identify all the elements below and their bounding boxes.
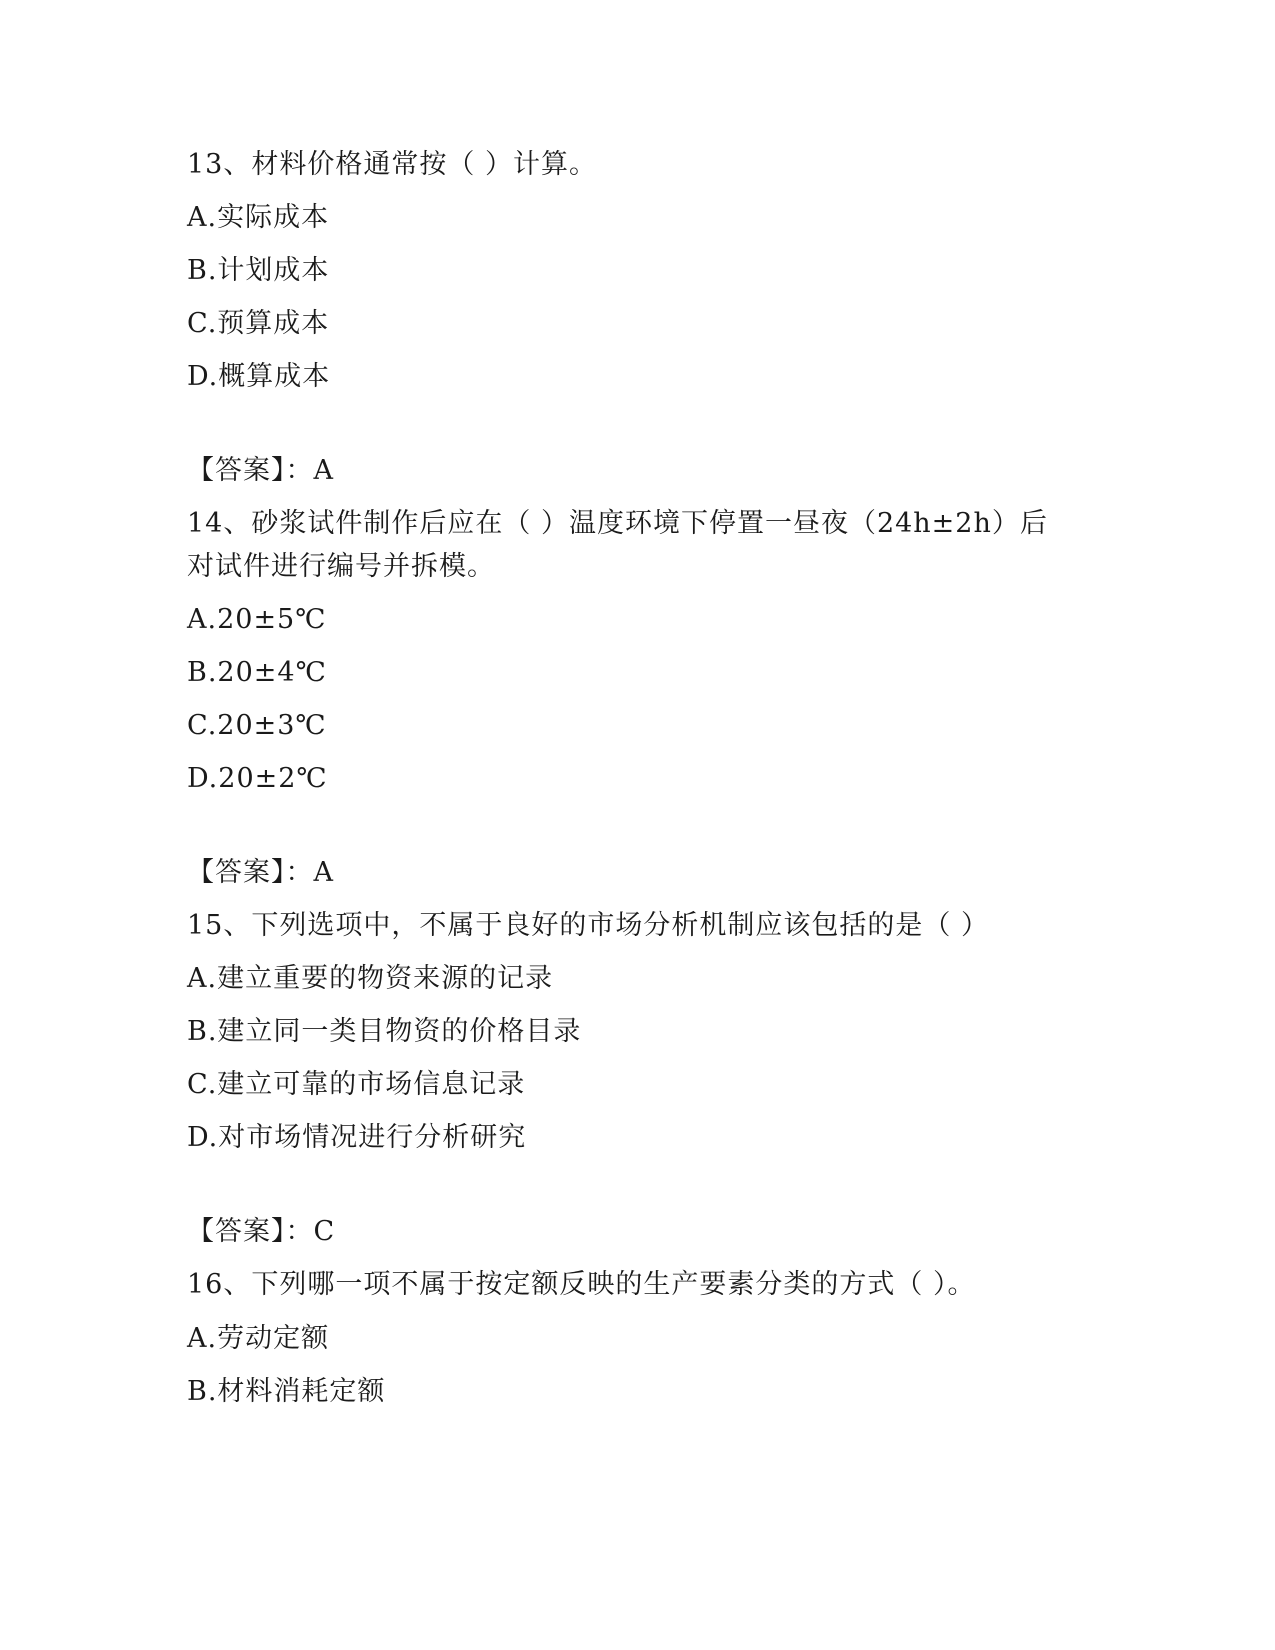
question-15-option-b: B.建立同一类目物资的价格目录 (187, 1016, 582, 1047)
question-15-option-c: C.建立可靠的市场信息记录 (187, 1069, 526, 1100)
question-13-option-c: C.预算成本 (187, 308, 330, 339)
question-13-option-a: A.实际成本 (187, 202, 330, 233)
question-14-option-d: D.20±2℃ (187, 763, 328, 794)
question-13-option-d: D.概算成本 (187, 361, 331, 392)
question-15-option-a: A.建立重要的物资来源的记录 (187, 963, 554, 994)
question-16-stem: 16、下列哪一项不属于按定额反映的生产要素分类的方式（ ）。 (187, 1269, 976, 1300)
question-14-stem-line-2: 对试件进行编号并拆模。 (187, 551, 495, 582)
question-16-option-a: A.劳动定额 (187, 1323, 330, 1354)
question-14-answer: 【答案】：A (187, 857, 334, 888)
question-15-stem: 15、下列选项中，不属于良好的市场分析机制应该包括的是（ ） (187, 910, 989, 941)
question-14-stem-line-1: 14、砂浆试件制作后应在（ ）温度环境下停置一昼夜（24h±2h）后 (187, 508, 1048, 539)
question-16-option-b: B.材料消耗定额 (187, 1376, 386, 1407)
question-15-option-d: D.对市场情况进行分析研究 (187, 1122, 527, 1153)
question-13-answer: 【答案】：A (187, 455, 334, 486)
question-14-option-c: C.20±3℃ (187, 710, 327, 741)
question-14-option-a: A.20±5℃ (187, 604, 327, 635)
question-14-option-b: B.20±4℃ (187, 657, 327, 688)
question-15-answer: 【答案】：C (187, 1216, 336, 1247)
question-13-stem: 13、材料价格通常按（ ）计算。 (187, 149, 597, 180)
question-13-option-b: B.计划成本 (187, 255, 330, 286)
